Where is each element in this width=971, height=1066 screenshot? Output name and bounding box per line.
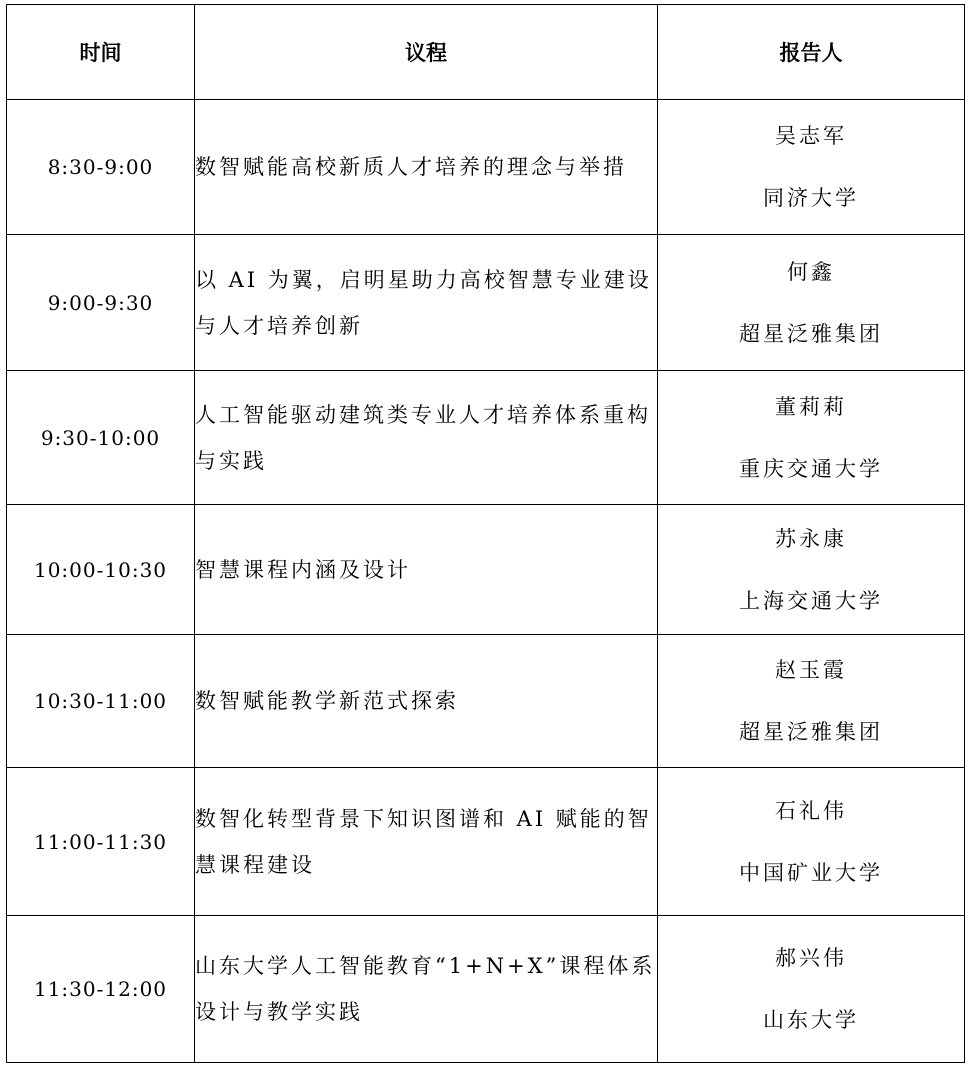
header-topic: 议程 <box>195 5 658 100</box>
topic-cell: 以 AI 为翼，启明星助力高校智慧专业建设与人才培养创新 <box>195 235 658 371</box>
speaker-cell <box>658 100 965 235</box>
table-row <box>7 371 965 505</box>
speaker-org: 上海交通大学 <box>739 588 883 613</box>
topic-cell: 数智化转型背景下知识图谱和 AI 赋能的智慧课程建设 <box>195 768 658 916</box>
topic-cell: 智慧课程内涵及设计 <box>195 505 658 635</box>
table-row <box>7 100 965 235</box>
time-cell: 8:30-9:00 <box>7 100 195 235</box>
time-cell: 10:30-11:00 <box>7 635 195 768</box>
header-time: 时间 <box>7 5 195 100</box>
speaker-org: 重庆交通大学 <box>739 456 883 481</box>
speaker-name: 苏永康 <box>775 526 847 551</box>
speaker-cell <box>658 635 965 768</box>
speaker-org: 中国矿业大学 <box>739 860 883 885</box>
topic-cell: 数智赋能教学新范式探索 <box>195 635 658 768</box>
agenda-table <box>6 4 965 1063</box>
speaker-cell <box>658 916 965 1063</box>
speaker-cell <box>658 371 965 505</box>
header-speaker: 报告人 <box>658 5 965 100</box>
speaker-cell <box>658 235 965 371</box>
speaker-name: 赵玉霞 <box>775 658 847 682</box>
time-cell: 10:00-10:30 <box>7 505 195 635</box>
time-cell: 11:30-12:00 <box>7 916 195 1063</box>
speaker-cell <box>658 505 965 635</box>
table-header-row <box>7 5 965 100</box>
table-row <box>7 768 965 916</box>
speaker-org: 山东大学 <box>763 1008 859 1032</box>
table-row <box>7 916 965 1063</box>
topic-cell: 山东大学人工智能教育“1+N+X”课程体系设计与教学实践 <box>195 916 658 1063</box>
time-cell: 11:00-11:30 <box>7 768 195 916</box>
topic-cell: 数智赋能高校新质人才培养的理念与举措 <box>195 100 658 235</box>
speaker-name: 何鑫 <box>787 259 835 284</box>
time-cell: 9:00-9:30 <box>7 235 195 371</box>
table-row <box>7 505 965 635</box>
table-row <box>7 235 965 371</box>
time-cell: 9:30-10:00 <box>7 371 195 505</box>
speaker-name: 吴志军 <box>775 124 847 148</box>
speaker-name: 董莉莉 <box>775 394 847 419</box>
table-row <box>7 635 965 768</box>
topic-cell: 人工智能驱动建筑类专业人才培养体系重构与实践 <box>195 371 658 505</box>
speaker-org: 同济大学 <box>763 186 859 210</box>
speaker-org: 超星泛雅集团 <box>739 321 883 346</box>
speaker-org: 超星泛雅集团 <box>739 720 883 744</box>
speaker-cell <box>658 768 965 916</box>
speaker-name: 郝兴伟 <box>775 946 847 970</box>
speaker-name: 石礼伟 <box>775 798 847 823</box>
